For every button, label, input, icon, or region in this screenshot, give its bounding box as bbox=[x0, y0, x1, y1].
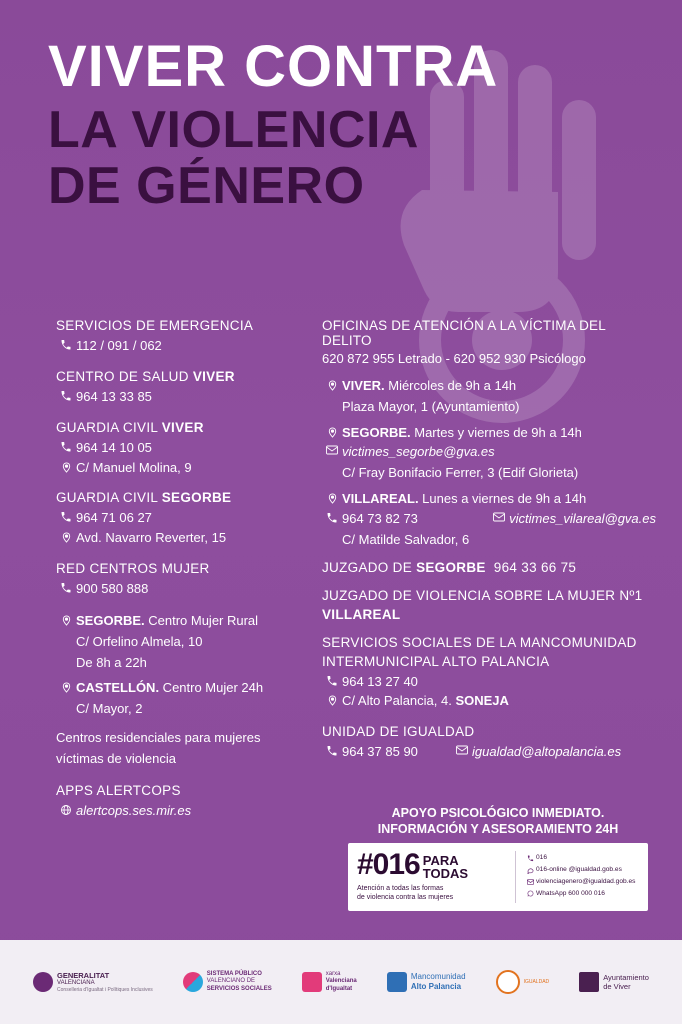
section-juzgado-violencia bbox=[322, 588, 656, 622]
box-016-contact-mail[interactable] bbox=[524, 877, 639, 887]
office-segorbe-email[interactable]: victimes_segorbe@gva.es bbox=[342, 444, 495, 460]
segorbe-centro-hours: De 8h a 22h bbox=[76, 654, 147, 670]
section-guardia-civil-segorbe bbox=[56, 490, 306, 548]
logo-xarxa-line1: xarxa bbox=[325, 971, 341, 978]
juzgado-segorbe-town: SEGORBE bbox=[416, 559, 486, 575]
section-title-emergencias: SERVICIOS DE EMERGENCIA bbox=[56, 318, 254, 333]
box-016-todas: TODAS bbox=[422, 865, 469, 881]
box-016-heading-line2: INFORMACIÓN Y ASESORAMIENTO 24H bbox=[377, 821, 619, 836]
office-segorbe-heading bbox=[322, 424, 656, 443]
phone-emergencias[interactable]: 112 / 091 / 062 bbox=[76, 338, 162, 353]
logo-sistema-line3: SERVICIOS SOCIALES bbox=[206, 985, 272, 992]
segorbe-centro-address: C/ Orfelino Almela, 10 bbox=[76, 633, 203, 649]
box-016-para-todas bbox=[423, 854, 468, 880]
office-viver-address: Plaza Mayor, 1 (Ayuntamiento) bbox=[342, 398, 520, 414]
box-016-contact-whatsapp-text: WhatsApp 600 000 016 bbox=[536, 889, 605, 897]
office-villareal bbox=[322, 490, 656, 550]
castellon-centro-rest: Centro Mujer 24h bbox=[159, 680, 264, 696]
logo-generalitat-line2: VALENCIANA bbox=[57, 979, 95, 986]
box-016-contact-phone[interactable] bbox=[524, 853, 639, 863]
gc-segorbe-town: SEGORBE bbox=[161, 490, 232, 506]
unidad-igualdad-email[interactable]: igualdad@altopalancia.es bbox=[472, 744, 622, 760]
juzgado-segorbe-phone[interactable]: 964 33 66 75 bbox=[493, 559, 577, 575]
juzgado-segorbe-label: JUZGADO DE bbox=[322, 559, 417, 575]
office-villareal-title bbox=[342, 490, 656, 509]
section-title-apps: APPS ALERTCOPS bbox=[56, 782, 181, 798]
juzgado-violencia-line2 bbox=[322, 607, 656, 622]
phone-icon bbox=[56, 337, 76, 351]
gc-viver-town: VIVER bbox=[161, 419, 204, 435]
logo-mancomunidad-alto-palancia bbox=[387, 972, 466, 992]
page-title-line2 bbox=[48, 102, 642, 214]
whatsapp-icon bbox=[524, 890, 536, 897]
section-title-guardia-civil-segorbe bbox=[56, 490, 306, 505]
pin-icon bbox=[322, 490, 342, 505]
phone-icon bbox=[56, 388, 76, 402]
office-villareal-hours: Lunes a viernes de 9h a 14h bbox=[418, 491, 587, 507]
section-apps-alertcops bbox=[56, 783, 306, 821]
section-guardia-civil-viver bbox=[56, 420, 306, 478]
section-centro-salud bbox=[56, 369, 306, 407]
page-title-line1: VIVER CONTRA bbox=[48, 34, 499, 99]
chat-icon bbox=[524, 867, 536, 874]
office-villareal-name: VILLAREAL. bbox=[342, 491, 419, 507]
mail-icon bbox=[489, 510, 509, 522]
logo-sistema-line2: VALENCIANO DE bbox=[206, 978, 256, 985]
office-viver bbox=[322, 377, 656, 417]
mail-icon bbox=[322, 443, 342, 455]
phone-gc-segorbe[interactable]: 964 71 06 27 bbox=[76, 510, 152, 526]
segorbe-centro-heading bbox=[56, 612, 306, 631]
castellon-centro-bold: CASTELLÓN. bbox=[76, 680, 160, 696]
phone-centro-salud[interactable]: 964 13 33 85 bbox=[76, 388, 152, 404]
box-016-contact-mail-text: violenciagenero@igualdad.gob.es bbox=[536, 878, 636, 886]
section-title-unidad-igualdad: UNIDAD DE IGUALDAD bbox=[322, 724, 475, 740]
logo-xarxa-line2: Valenciana bbox=[325, 978, 357, 985]
block-castellon-centro-mujer bbox=[56, 679, 306, 719]
phone-row-red-centros bbox=[56, 580, 306, 599]
mail-icon bbox=[524, 879, 536, 885]
phone-icon bbox=[322, 743, 342, 757]
phone-row-gc-segorbe bbox=[56, 509, 306, 528]
phone-icon bbox=[56, 509, 76, 523]
logo-igualdad bbox=[496, 970, 550, 994]
box-016-subtext-line2: de violencia contra las mujeres bbox=[357, 894, 454, 902]
box-016-number bbox=[357, 848, 507, 882]
juzgado-violencia-line1: JUZGADO DE VIOLENCIA SOBRE LA MUJER Nº1 bbox=[322, 587, 643, 603]
office-viver-heading bbox=[322, 377, 656, 396]
box-016-subtext bbox=[357, 884, 507, 903]
office-viver-name: VIVER. bbox=[342, 377, 385, 393]
gc-viver-label: GUARDIA CIVIL bbox=[56, 419, 162, 435]
box-016-contact-chat[interactable] bbox=[524, 865, 639, 875]
office-viver-hours: Miércoles de 9h a 14h bbox=[384, 377, 517, 393]
gc-segorbe-label: GUARDIA CIVIL bbox=[56, 490, 162, 506]
address-gc-viver: C/ Manuel Molina, 9 bbox=[76, 459, 192, 475]
phone-icon bbox=[322, 673, 342, 687]
unidad-igualdad-contact-row bbox=[322, 743, 656, 762]
logo-generalitat-line1: GENERALITAT bbox=[57, 970, 110, 980]
box-016-heading bbox=[348, 806, 648, 837]
section-emergencias bbox=[56, 318, 306, 356]
logo-ayuntamiento-line1: Ayuntamiento bbox=[603, 973, 649, 982]
section-juzgado-segorbe bbox=[322, 560, 656, 575]
logo-generalitat-line3: Conselleria d'Igualtat i Polítiques Inclusives bbox=[57, 987, 153, 994]
generalitat-mark-icon bbox=[33, 972, 53, 992]
office-segorbe-name: SEGORBE. bbox=[342, 424, 411, 440]
office-villareal-email[interactable]: victimes_vilareal@gva.es bbox=[509, 510, 656, 526]
logo-ayuntamiento-de-viver bbox=[579, 972, 649, 992]
xarxa-mark-icon bbox=[302, 972, 322, 992]
juzgado-violencia-town: VILLAREAL bbox=[322, 606, 401, 622]
left-note-line1: Centros residenciales para mujeres bbox=[56, 730, 261, 746]
right-column bbox=[306, 318, 656, 834]
oficinas-subtitle: 620 872 955 Letrado - 620 952 930 Psicólogo bbox=[322, 351, 586, 366]
segorbe-centro-bold: SEGORBE. bbox=[76, 612, 145, 628]
mancomunidad-mark-icon bbox=[387, 972, 407, 992]
phone-icon bbox=[56, 580, 76, 594]
servicios-sociales-line1: SERVICIOS SOCIALES DE LA MANCOMUNIDAD bbox=[322, 634, 637, 650]
phone-icon bbox=[524, 855, 536, 862]
office-segorbe-email-row bbox=[322, 443, 656, 462]
box-016-contact-phone-text: 016 bbox=[536, 854, 548, 862]
segorbe-centro-rest: Centro Mujer Rural bbox=[144, 612, 259, 628]
ayuntamiento-crest-icon bbox=[579, 972, 599, 992]
globe-icon bbox=[56, 802, 76, 816]
servicios-sociales-mark-icon bbox=[183, 972, 203, 992]
section-servicios-sociales bbox=[322, 635, 656, 712]
pin-icon bbox=[56, 459, 76, 474]
servicios-sociales-address-row bbox=[322, 692, 656, 711]
castellon-centro-title bbox=[76, 679, 306, 698]
segorbe-centro-title bbox=[76, 612, 306, 631]
section-title-centro-salud bbox=[56, 369, 306, 384]
pin-icon bbox=[56, 529, 76, 544]
section-unidad-igualdad bbox=[322, 724, 656, 762]
office-viver-title bbox=[342, 377, 656, 396]
mail-icon bbox=[452, 743, 472, 755]
box-016-subtext-line1: Atención a todas las formas bbox=[357, 884, 444, 892]
left-note-line2: víctimas de violencia bbox=[56, 750, 176, 766]
box-016-big-text: #016 bbox=[357, 848, 420, 882]
section-red-centros-mujer bbox=[56, 561, 306, 599]
centro-salud-label: CENTRO DE SALUD bbox=[56, 368, 193, 384]
office-villareal-heading bbox=[322, 490, 656, 509]
phone-row-centro-salud bbox=[56, 388, 306, 407]
office-villareal-contact-row bbox=[322, 510, 656, 529]
left-column bbox=[56, 318, 306, 834]
box-016-contact-whatsapp[interactable] bbox=[524, 889, 639, 899]
unidad-igualdad-phone[interactable]: 964 37 85 90 bbox=[342, 744, 418, 760]
office-segorbe-hours: Martes y viernes de 9h a 14h bbox=[410, 424, 582, 440]
page-title-line2b: DE GÉNERO bbox=[48, 157, 365, 216]
poster-header bbox=[48, 34, 642, 216]
pin-icon bbox=[56, 679, 76, 694]
servicios-sociales-phone[interactable]: 964 13 27 40 bbox=[342, 673, 418, 689]
servicios-sociales-line2: INTERMUNICIPAL ALTO PALANCIA bbox=[322, 653, 550, 669]
address-row-gc-segorbe bbox=[56, 529, 306, 548]
phone-row-gc-viver bbox=[56, 439, 306, 458]
box-016-contact-chat-text: 016-online @igualdad.gob.es bbox=[536, 866, 622, 874]
phone-row-emergencias bbox=[56, 337, 306, 356]
box-016-heading-line1: APOYO PSICOLÓGICO INMEDIATO. bbox=[391, 806, 605, 820]
content-columns bbox=[0, 318, 682, 834]
logo-igualdad-line1: IGUALDAD bbox=[523, 979, 550, 985]
logo-sistema-line1: SISTEMA PÚBLICO bbox=[206, 971, 262, 978]
section-title-red-centros-mujer: RED CENTROS MUJER bbox=[56, 561, 210, 577]
logo-sistema-publico-servicios-sociales bbox=[183, 971, 272, 993]
juzgado-segorbe-line bbox=[322, 560, 656, 575]
address-gc-segorbe: Avd. Navarro Reverter, 15 bbox=[76, 530, 227, 546]
logo-ayuntamiento-line2: de Viver bbox=[603, 982, 631, 991]
pin-icon bbox=[322, 377, 342, 392]
logo-mancomunidad-line1: Mancomunidad bbox=[410, 972, 466, 982]
logo-mancomunidad-line2: Alto Palancia bbox=[410, 982, 462, 991]
office-segorbe-title bbox=[342, 424, 656, 443]
section-title-guardia-civil-viver bbox=[56, 420, 306, 435]
office-villareal-phone[interactable]: 964 73 82 73 bbox=[342, 510, 418, 526]
phone-icon bbox=[322, 510, 342, 524]
phone-gc-viver[interactable]: 964 14 10 05 bbox=[76, 439, 152, 455]
servicios-sociales-street: C/ Alto Palancia, 4. bbox=[342, 693, 456, 709]
office-segorbe-address: C/ Fray Bonifacio Ferrer, 3 (Edif Glorieta) bbox=[342, 465, 579, 481]
phone-red-centros[interactable]: 900 580 888 bbox=[76, 581, 149, 597]
section-title-oficinas: OFICINAS DE ATENCIÓN A LA VÍCTIMA DEL DELITO bbox=[322, 318, 606, 348]
servicios-sociales-phone-row bbox=[322, 673, 656, 692]
left-note bbox=[56, 729, 306, 769]
servicios-sociales-address bbox=[342, 692, 656, 711]
box-016-card-left bbox=[357, 848, 516, 902]
logo-xarxa-valenciana-igualtat bbox=[302, 971, 357, 993]
pin-icon bbox=[322, 692, 342, 707]
centro-salud-town: VIVER bbox=[192, 368, 235, 384]
box-016-card-right bbox=[516, 851, 639, 902]
pin-icon bbox=[322, 424, 342, 439]
igualdad-mark-icon bbox=[496, 970, 520, 994]
footer-logos bbox=[0, 940, 682, 1024]
castellon-centro-address: C/ Mayor, 2 bbox=[76, 701, 143, 717]
servicios-sociales-town: SONEJA bbox=[455, 693, 509, 709]
page-title-line2a: LA VIOLENCIA bbox=[48, 101, 419, 159]
logo-xarxa-line3: d'Igualtat bbox=[325, 985, 353, 992]
logo-generalitat-valenciana bbox=[33, 971, 153, 993]
apps-url[interactable]: alertcops.ses.mir.es bbox=[76, 802, 192, 818]
office-villareal-address: C/ Matilde Salvador, 6 bbox=[342, 531, 470, 547]
castellon-centro-heading bbox=[56, 679, 306, 698]
box-016-card bbox=[348, 843, 648, 910]
box-016 bbox=[348, 806, 648, 911]
apps-url-row bbox=[56, 802, 306, 821]
phone-icon bbox=[56, 439, 76, 453]
office-segorbe bbox=[322, 424, 656, 484]
address-row-gc-viver bbox=[56, 459, 306, 478]
pin-icon bbox=[56, 612, 76, 627]
block-segorbe-centro-mujer-rural bbox=[56, 612, 306, 673]
box-016-para: PARA bbox=[422, 852, 459, 868]
